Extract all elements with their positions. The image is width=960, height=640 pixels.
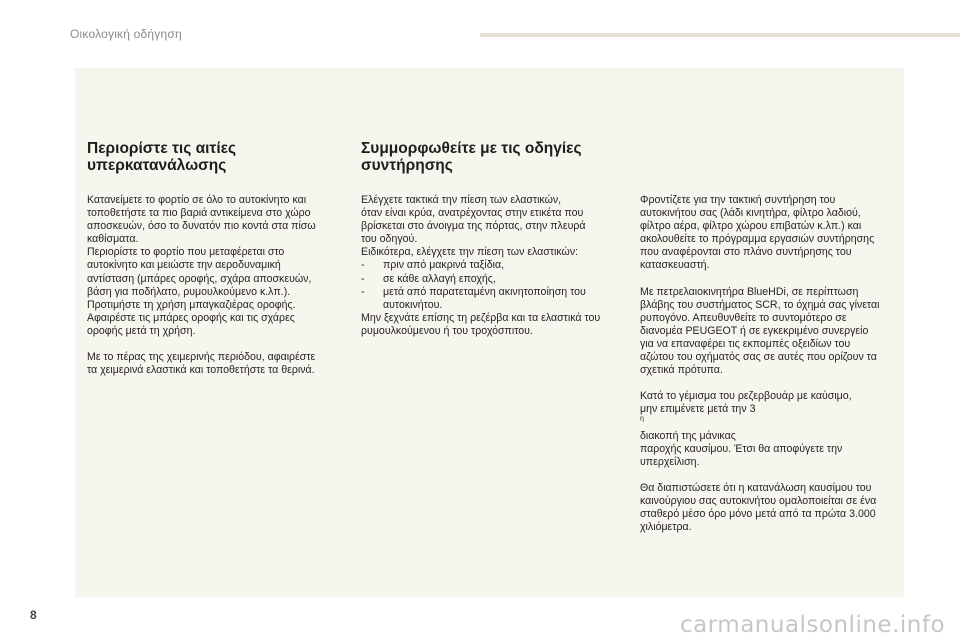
heading-line: Συμμορφωθείτε με τις οδηγίες <box>361 140 582 157</box>
text-line: ρυπογόνο. Απευθυνθείτε το συντομότερο σε <box>640 311 847 324</box>
text-line: βάση για ποδήλατο, ρυμουλκούμενο κ.λπ.). <box>87 285 291 298</box>
text-line: ακολουθείτε το πρόγραμμα εργασιών συντήρησης <box>640 233 875 246</box>
heading-line: Περιορίστε τις αιτίες <box>87 140 237 157</box>
text-line: Φροντίζετε για την τακτική συντήρηση του <box>640 194 836 206</box>
ordinal-superscript: η <box>640 415 644 423</box>
list-item <box>361 273 623 286</box>
list-item <box>361 259 623 272</box>
text-line: όταν είναι κρύα, ανατρέχοντας στην ετικέτα που <box>361 207 584 220</box>
list-item-continued <box>361 299 623 312</box>
text-line: οροφής μετά τη χρήση. <box>87 324 196 337</box>
list-item <box>361 286 623 299</box>
text-line: Ειδικότερα, ελέγχετε την πίεση των ελαστικών: <box>361 246 579 259</box>
text-line: Κατά το γέμισμα του ρεζερβουάρ με καύσιμο, <box>640 390 852 403</box>
page-number: 8 <box>30 608 37 622</box>
paragraph-spare-wheel <box>361 312 623 338</box>
paragraph-bluehdi <box>640 286 902 378</box>
paragraph-tyre-pressure <box>361 194 623 259</box>
text-line: του οδηγού. <box>361 233 418 246</box>
section-heading-maintenance <box>361 140 623 174</box>
paragraph-fuel-consumption <box>640 482 902 534</box>
chapter-title: Οικολογική οδήγηση <box>70 27 182 41</box>
pressure-check-list <box>361 259 623 311</box>
text-line: τα χειμερινά ελαστικά και τοποθετήστε τα θερινά. <box>87 364 315 377</box>
text-line: βρίσκεται στο άνοιγμα της πόρτας, στην πλευρά <box>361 220 586 233</box>
bullet-dash: - <box>361 285 365 298</box>
text-line: αυτοκινήτου σας (λάδι κινητήρα, φίλτρο λαδιού, <box>640 207 861 220</box>
text-line: σταθερό μέσο όρο μόνο μετά από τα πρώτα 3.000 <box>640 507 876 520</box>
list-item-text: αυτοκινήτου. <box>383 298 443 311</box>
text-line: Με το πέρας της χειμερινής περιόδου, αφαιρέστε <box>87 351 316 364</box>
text-line: Ελέγχετε τακτικά την πίεση των ελαστικών, <box>361 194 562 206</box>
text-line <box>640 403 902 442</box>
list-item-text: μετά από παρατεταμένη ακινητοποίηση του <box>383 285 586 298</box>
paragraph-servicing <box>640 194 902 273</box>
text-line: Κατανείμετε το φορτίο σε όλο το αυτοκίνητο και <box>87 194 307 206</box>
text-line: κατασκευαστή. <box>640 259 710 272</box>
text-line: Θα διαπιστώσετε ότι η κατανάλωση καυσίμου του <box>640 481 872 494</box>
text-line: διανομέα PEUGEOT ή σε εγκεκριμένο συνεργείο <box>640 324 869 337</box>
text-line: υπερχείλιση. <box>640 455 700 468</box>
text-line: καθίσματα. <box>87 233 139 246</box>
text-line: Μην ξεχνάτε επίσης τη ρεζέρβα και τα ελαστικά του <box>361 311 601 324</box>
text-line: παροχής καυσίμου. Έτσι θα αποφύγετε την <box>640 442 843 455</box>
column-middle <box>361 140 623 351</box>
heading-line: υπερκατανάλωσης <box>87 157 227 174</box>
bullet-dash: - <box>361 259 365 272</box>
column-right <box>640 194 902 547</box>
text-line: αυτοκίνητο και μειώστε την αεροδυναμική <box>87 259 281 272</box>
paragraph-winter-tyres <box>87 351 349 377</box>
text-line: Περιορίστε το φορτίο που μεταφέρεται στο <box>87 246 285 259</box>
text-line: Προτιμήστε τη χρήση μπαγκαζιέρας οροφής. <box>87 298 296 311</box>
heading-line: συντήρησης <box>361 157 453 174</box>
text-line: φίλτρο αέρα, φίλτρο χώρου επιβατών κ.λπ.) και <box>640 220 862 233</box>
text-line: τοποθετήστε τα πιο βαριά αντικείμενα στο χώρο <box>87 207 311 220</box>
text-fragment: μην επιμένετε μετά την 3 <box>640 403 756 416</box>
bullet-dash: - <box>361 272 365 285</box>
text-line: χιλιόμετρα. <box>640 521 692 534</box>
text-line: καινούργιου σας αυτοκινήτου ομαλοποιείται σε ένα <box>640 494 877 507</box>
text-line: σχετικά πρότυπα. <box>640 364 723 377</box>
section-heading-causes <box>87 140 349 174</box>
text-line: αποσκευών, όσο το δυνατόν πιο κοντά στα πίσω <box>87 220 316 233</box>
text-line: Αφαιρέστε τις μπάρες οροφής και τις σχάρες <box>87 311 295 324</box>
text-line: αντίσταση (μπάρες οροφής, σχάρα αποσκευών, <box>87 272 312 285</box>
text-line: για να επαναφέρει τις εκπομπές οξειδίων του <box>640 337 851 350</box>
list-item-text: σε κάθε αλλαγή εποχής, <box>383 272 496 285</box>
text-line: βλάβης του συστήματος SCR, το όχημά σας γίνεται <box>640 298 880 311</box>
text-fragment: διακοπή της μάνικας <box>640 429 736 442</box>
text-line: Με πετρελαιοκινητήρα BlueHDi, σε περίπτωση <box>640 285 859 298</box>
text-line: που αναφέρονται στο πλάνο συντήρησης του <box>640 246 852 259</box>
watermark: carmanualsonline.info <box>680 612 946 638</box>
paragraph-load <box>87 194 349 338</box>
column-left <box>87 140 349 390</box>
paragraph-refuelling <box>640 390 902 469</box>
text-line: ρυμουλκούμενου ή του τροχόσπιτου. <box>361 324 533 337</box>
list-item-text: πριν από μακρινά ταξίδια, <box>383 259 505 272</box>
text-line: αζώτου του οχήματός σας σε αυτές που ορίζουν τα <box>640 351 877 364</box>
header-rule <box>480 33 960 37</box>
